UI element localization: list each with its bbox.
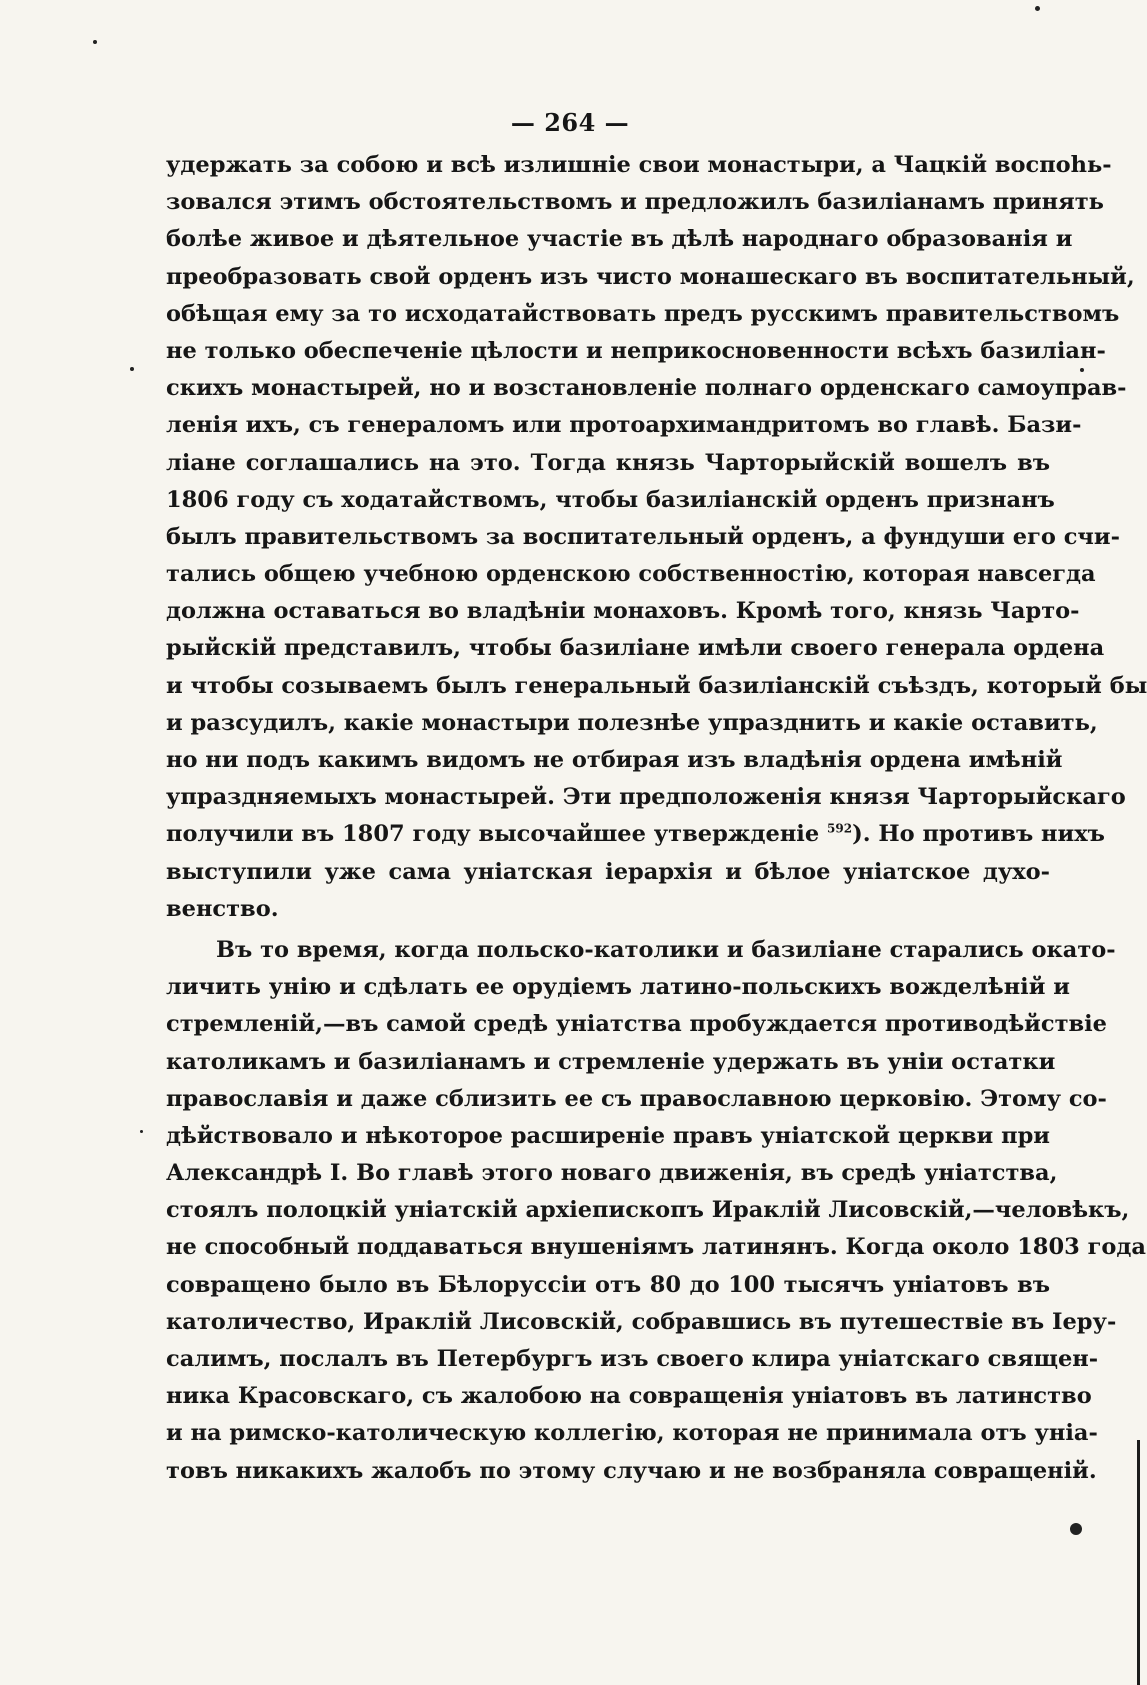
text-line: венство. xyxy=(166,895,279,922)
text-line: личить унію и сдѣлать ее орудіемъ латино-польскихъ вожделѣній и xyxy=(166,974,1070,1001)
text-line: рыйскій представилъ, чтобы базиліане имѣли своего генерала ордена xyxy=(166,635,1105,662)
text-line: скихъ монастырей, но и возстановленіе полнаго орденскаго самоуправ- xyxy=(166,375,1127,402)
page-number: — 264 — xyxy=(510,108,630,137)
text-line: стоялъ полоцкій уніатскій архіепископъ Ираклій Лисовскій,—человѣкъ, xyxy=(166,1197,1130,1224)
text-line: обѣщая ему за то исходатайствовать предъ русскимъ правительствомъ xyxy=(166,300,1120,327)
text-line: болѣе живое и дѣятельное участіе въ дѣлѣ народнаго образованія и xyxy=(166,226,1073,253)
text-line: преобразовать свой орденъ изъ чисто монашескаго въ воспитательный, xyxy=(166,263,1135,290)
text-line: должна оставаться во владѣніи монаховъ. Кромѣ того, князь Чарто- xyxy=(166,598,1080,625)
text-line: салимъ, послалъ въ Петербургъ изъ своего клира уніатскаго священ- xyxy=(166,1346,1099,1372)
scan-speck xyxy=(140,1130,143,1133)
line-text: получили въ 1807 году высочайшее утвержденіе xyxy=(166,821,820,848)
text-line: ника Красовскаго, съ жалобою на совращенія уніатовъ въ латинство xyxy=(166,1383,1092,1410)
text-line-with-footnote xyxy=(166,816,1105,853)
text-line: стремленій,—въ самой средѣ уніатства пробуждается противодѣйствіе xyxy=(166,1011,1108,1038)
text-line: тались общею учебною орденскою собственностію, которая навсегда xyxy=(166,561,1096,588)
text-line: не только обеспеченіе цѣлости и неприкосновенности всѣхъ базиліан- xyxy=(166,337,1106,364)
text-line: совращено было въ Бѣлоруссіи отъ 80 до 100 тысячъ уніатовъ въ xyxy=(166,1271,1050,1298)
text-line: упраздняемыхъ монастырей. Эти предположенія князя Чарторыйскаго xyxy=(166,784,1126,811)
text-line: и разсудилъ, какіе монастыри полезнѣе упразднить и какіе оставить, xyxy=(166,709,1098,736)
text-line: и чтобы созываемъ былъ генеральный базиліанскій съѣздъ, который бы xyxy=(166,672,1147,699)
scan-speck xyxy=(130,367,134,371)
body-text xyxy=(166,147,1147,1490)
text-line: 1806 году съ ходатайствомъ, чтобы базиліанскій орденъ признанъ xyxy=(166,486,1055,513)
text-line: удержать за собою и всѣ излишніе свои монастыри, а Чацкій воспоhь- xyxy=(166,152,1112,178)
text-line: ліане соглашались на это. Тогда князь Чарторыйскій вошелъ въ xyxy=(166,449,1050,476)
text-line: католичество, Ираклій Лисовскій, собравшись въ путешествіе въ Іеру- xyxy=(166,1308,1117,1335)
footnote-reference: 592 xyxy=(827,821,853,836)
scan-speck xyxy=(93,40,97,44)
text-line: не способный поддаваться внушеніямъ латинянъ. Когда около 1803 года xyxy=(166,1234,1146,1261)
scan-speck xyxy=(1035,6,1040,11)
text-line: но ни подъ какимъ видомъ не отбирая изъ владѣнія ордена имѣній xyxy=(166,747,1063,773)
paragraph-2 xyxy=(166,932,1146,1490)
paragraph-1 xyxy=(166,147,1147,928)
line-text-tail: ). Но противъ нихъ xyxy=(852,821,1105,848)
text-line: и на римско-католическую коллегію, которая не принимала отъ уніа- xyxy=(166,1420,1098,1447)
text-line: Въ то время, когда польско-католики и базиліане старались окато- xyxy=(216,936,1116,963)
text-line: Александрѣ I. Во главѣ этого новаго движенія, въ средѣ уніатства, xyxy=(166,1160,1058,1187)
scan-speck xyxy=(1070,1523,1082,1535)
text-line: ленія ихъ, съ генераломъ или протоархимандритомъ во главѣ. Бази- xyxy=(166,412,1082,439)
text-line: дѣйствовало и нѣкоторое расширеніе правъ уніатской церкви при xyxy=(166,1122,1050,1149)
scan-speck xyxy=(1080,368,1084,372)
text-line: товъ никакихъ жалобъ по этому случаю и не возбраняла совращеній. xyxy=(166,1457,1097,1484)
text-line: зовался этимъ обстоятельствомъ и предложилъ базиліанамъ принять xyxy=(166,189,1104,216)
scan-edge-line xyxy=(1137,1440,1140,1685)
text-line: православія и даже сблизить ее съ православною церковію. Этому со- xyxy=(166,1085,1107,1112)
text-line: католикамъ и базиліанамъ и стремленіе удержать въ уніи остатки xyxy=(166,1048,1056,1075)
text-line: былъ правительствомъ за воспитательный орденъ, а фундуши его счи- xyxy=(166,523,1120,550)
text-line: выступили уже сама уніатская іерархія и бѣлое уніатское духо- xyxy=(166,858,1050,885)
